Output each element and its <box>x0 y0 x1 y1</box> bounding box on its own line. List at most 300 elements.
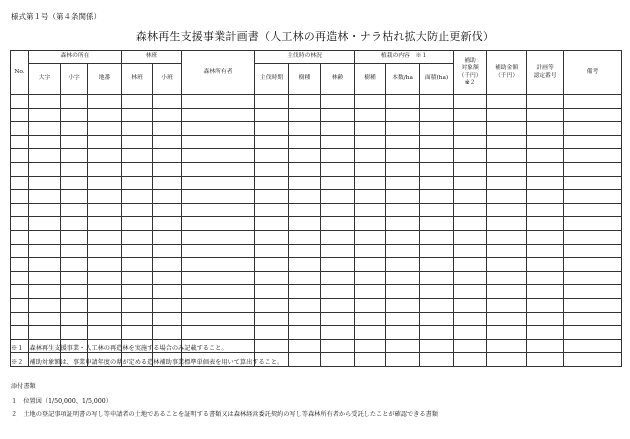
table-cell[interactable] <box>255 244 289 258</box>
table-cell[interactable] <box>386 353 420 367</box>
table-cell[interactable] <box>289 339 321 353</box>
table-cell[interactable] <box>386 244 420 258</box>
table-cell[interactable] <box>386 271 420 285</box>
table-cell[interactable] <box>564 203 622 217</box>
table-cell[interactable] <box>88 244 122 258</box>
table-cell[interactable] <box>122 176 153 190</box>
table-cell[interactable] <box>88 95 122 109</box>
table-cell[interactable] <box>564 258 622 272</box>
table-cell[interactable] <box>487 95 527 109</box>
table-cell[interactable] <box>122 298 153 312</box>
table-cell[interactable] <box>420 149 454 163</box>
table-cell[interactable] <box>321 339 355 353</box>
table-cell[interactable] <box>122 149 153 163</box>
table-cell[interactable] <box>88 176 122 190</box>
table-cell[interactable] <box>122 162 153 176</box>
table-cell[interactable] <box>487 298 527 312</box>
table-cell[interactable] <box>182 230 255 244</box>
table-cell[interactable] <box>487 312 527 326</box>
table-cell[interactable] <box>420 326 454 340</box>
table-cell[interactable] <box>289 176 321 190</box>
table-cell[interactable] <box>564 326 622 340</box>
table-cell[interactable] <box>255 203 289 217</box>
table-cell[interactable] <box>153 122 182 136</box>
table-cell[interactable] <box>289 271 321 285</box>
table-cell[interactable] <box>420 176 454 190</box>
table-cell[interactable] <box>321 271 355 285</box>
table-cell[interactable] <box>321 285 355 299</box>
table-cell[interactable] <box>420 244 454 258</box>
table-cell[interactable] <box>182 271 255 285</box>
table-cell[interactable] <box>355 135 386 149</box>
table-cell[interactable] <box>564 285 622 299</box>
table-cell[interactable] <box>29 271 61 285</box>
table-cell[interactable] <box>420 353 454 367</box>
table-cell[interactable] <box>487 339 527 353</box>
table-cell[interactable] <box>527 353 564 367</box>
table-cell[interactable] <box>321 230 355 244</box>
table-cell[interactable] <box>420 298 454 312</box>
table-cell[interactable] <box>11 108 29 122</box>
table-cell[interactable] <box>182 190 255 204</box>
table-cell[interactable] <box>153 298 182 312</box>
table-cell[interactable] <box>29 298 61 312</box>
table-cell[interactable] <box>289 258 321 272</box>
table-cell[interactable] <box>61 244 88 258</box>
table-cell[interactable] <box>355 258 386 272</box>
table-cell[interactable] <box>487 135 527 149</box>
table-cell[interactable] <box>487 149 527 163</box>
table-cell[interactable] <box>454 326 487 340</box>
table-cell[interactable] <box>420 95 454 109</box>
table-cell[interactable] <box>321 190 355 204</box>
table-cell[interactable] <box>255 122 289 136</box>
table-cell[interactable] <box>122 244 153 258</box>
table-cell[interactable] <box>420 135 454 149</box>
table-cell[interactable] <box>255 108 289 122</box>
table-cell[interactable] <box>355 203 386 217</box>
table-cell[interactable] <box>487 203 527 217</box>
table-cell[interactable] <box>29 285 61 299</box>
table-cell[interactable] <box>564 339 622 353</box>
table-cell[interactable] <box>182 285 255 299</box>
table-cell[interactable] <box>182 326 255 340</box>
table-cell[interactable] <box>11 95 29 109</box>
table-cell[interactable] <box>255 190 289 204</box>
table-cell[interactable] <box>153 244 182 258</box>
table-cell[interactable] <box>88 108 122 122</box>
table-cell[interactable] <box>355 95 386 109</box>
table-cell[interactable] <box>564 135 622 149</box>
table-cell[interactable] <box>11 135 29 149</box>
table-cell[interactable] <box>420 122 454 136</box>
table-cell[interactable] <box>289 108 321 122</box>
table-cell[interactable] <box>153 190 182 204</box>
table-cell[interactable] <box>386 176 420 190</box>
table-cell[interactable] <box>255 217 289 231</box>
table-cell[interactable] <box>255 95 289 109</box>
table-cell[interactable] <box>122 326 153 340</box>
table-cell[interactable] <box>61 190 88 204</box>
table-cell[interactable] <box>386 217 420 231</box>
table-cell[interactable] <box>386 298 420 312</box>
table-cell[interactable] <box>122 312 153 326</box>
table-cell[interactable] <box>29 230 61 244</box>
table-cell[interactable] <box>454 230 487 244</box>
table-cell[interactable] <box>289 353 321 367</box>
table-cell[interactable] <box>153 95 182 109</box>
table-cell[interactable] <box>386 162 420 176</box>
table-cell[interactable] <box>122 285 153 299</box>
table-cell[interactable] <box>355 312 386 326</box>
table-cell[interactable] <box>355 149 386 163</box>
table-cell[interactable] <box>527 149 564 163</box>
table-cell[interactable] <box>355 326 386 340</box>
table-cell[interactable] <box>255 312 289 326</box>
table-cell[interactable] <box>487 258 527 272</box>
table-cell[interactable] <box>29 312 61 326</box>
table-cell[interactable] <box>527 339 564 353</box>
table-cell[interactable] <box>321 122 355 136</box>
table-cell[interactable] <box>386 108 420 122</box>
table-cell[interactable] <box>153 312 182 326</box>
table-cell[interactable] <box>29 217 61 231</box>
table-cell[interactable] <box>153 285 182 299</box>
table-cell[interactable] <box>420 190 454 204</box>
table-cell[interactable] <box>11 217 29 231</box>
table-cell[interactable] <box>122 135 153 149</box>
table-cell[interactable] <box>454 122 487 136</box>
table-cell[interactable] <box>289 95 321 109</box>
table-cell[interactable] <box>454 339 487 353</box>
table-cell[interactable] <box>527 122 564 136</box>
table-cell[interactable] <box>289 312 321 326</box>
table-cell[interactable] <box>61 95 88 109</box>
table-cell[interactable] <box>487 108 527 122</box>
table-cell[interactable] <box>255 258 289 272</box>
table-cell[interactable] <box>255 326 289 340</box>
table-cell[interactable] <box>386 339 420 353</box>
table-cell[interactable] <box>321 176 355 190</box>
table-cell[interactable] <box>487 271 527 285</box>
table-cell[interactable] <box>61 217 88 231</box>
table-cell[interactable] <box>454 353 487 367</box>
table-cell[interactable] <box>61 176 88 190</box>
table-cell[interactable] <box>289 122 321 136</box>
table-cell[interactable] <box>321 326 355 340</box>
table-cell[interactable] <box>182 312 255 326</box>
table-cell[interactable] <box>182 95 255 109</box>
table-cell[interactable] <box>355 108 386 122</box>
table-cell[interactable] <box>153 108 182 122</box>
table-cell[interactable] <box>88 298 122 312</box>
table-cell[interactable] <box>386 95 420 109</box>
table-cell[interactable] <box>61 149 88 163</box>
table-cell[interactable] <box>11 230 29 244</box>
table-cell[interactable] <box>61 203 88 217</box>
table-cell[interactable] <box>564 149 622 163</box>
table-cell[interactable] <box>11 326 29 340</box>
table-cell[interactable] <box>61 230 88 244</box>
table-cell[interactable] <box>527 203 564 217</box>
table-cell[interactable] <box>182 217 255 231</box>
table-cell[interactable] <box>182 149 255 163</box>
table-cell[interactable] <box>355 353 386 367</box>
table-cell[interactable] <box>255 285 289 299</box>
table-cell[interactable] <box>11 271 29 285</box>
table-cell[interactable] <box>420 108 454 122</box>
table-cell[interactable] <box>61 258 88 272</box>
table-cell[interactable] <box>321 298 355 312</box>
table-cell[interactable] <box>255 162 289 176</box>
table-cell[interactable] <box>122 230 153 244</box>
table-cell[interactable] <box>386 326 420 340</box>
table-cell[interactable] <box>255 149 289 163</box>
table-cell[interactable] <box>153 271 182 285</box>
table-cell[interactable] <box>454 176 487 190</box>
table-cell[interactable] <box>29 326 61 340</box>
table-cell[interactable] <box>122 258 153 272</box>
table-cell[interactable] <box>153 217 182 231</box>
table-cell[interactable] <box>454 190 487 204</box>
table-cell[interactable] <box>386 190 420 204</box>
table-cell[interactable] <box>289 203 321 217</box>
table-cell[interactable] <box>564 122 622 136</box>
table-cell[interactable] <box>11 298 29 312</box>
table-cell[interactable] <box>255 176 289 190</box>
table-cell[interactable] <box>61 326 88 340</box>
table-cell[interactable] <box>29 149 61 163</box>
table-cell[interactable] <box>182 162 255 176</box>
table-cell[interactable] <box>527 298 564 312</box>
table-cell[interactable] <box>11 149 29 163</box>
table-cell[interactable] <box>61 135 88 149</box>
table-cell[interactable] <box>153 203 182 217</box>
table-cell[interactable] <box>487 176 527 190</box>
table-cell[interactable] <box>487 326 527 340</box>
table-cell[interactable] <box>182 108 255 122</box>
table-cell[interactable] <box>182 135 255 149</box>
table-cell[interactable] <box>420 217 454 231</box>
table-cell[interactable] <box>289 217 321 231</box>
table-cell[interactable] <box>487 230 527 244</box>
table-cell[interactable] <box>11 190 29 204</box>
table-cell[interactable] <box>420 258 454 272</box>
table-cell[interactable] <box>61 298 88 312</box>
table-cell[interactable] <box>11 244 29 258</box>
table-cell[interactable] <box>153 176 182 190</box>
table-cell[interactable] <box>11 258 29 272</box>
table-cell[interactable] <box>420 285 454 299</box>
table-cell[interactable] <box>88 149 122 163</box>
table-cell[interactable] <box>11 203 29 217</box>
table-cell[interactable] <box>454 95 487 109</box>
table-cell[interactable] <box>564 271 622 285</box>
table-cell[interactable] <box>564 230 622 244</box>
table-cell[interactable] <box>29 190 61 204</box>
table-cell[interactable] <box>321 217 355 231</box>
table-cell[interactable] <box>29 162 61 176</box>
table-cell[interactable] <box>454 244 487 258</box>
table-cell[interactable] <box>321 149 355 163</box>
table-cell[interactable] <box>88 217 122 231</box>
table-cell[interactable] <box>321 108 355 122</box>
table-cell[interactable] <box>255 339 289 353</box>
table-cell[interactable] <box>122 217 153 231</box>
table-cell[interactable] <box>88 135 122 149</box>
table-cell[interactable] <box>355 122 386 136</box>
table-cell[interactable] <box>487 244 527 258</box>
table-cell[interactable] <box>321 203 355 217</box>
table-cell[interactable] <box>527 162 564 176</box>
table-cell[interactable] <box>289 149 321 163</box>
table-cell[interactable] <box>289 285 321 299</box>
table-cell[interactable] <box>122 203 153 217</box>
table-cell[interactable] <box>564 353 622 367</box>
table-cell[interactable] <box>564 95 622 109</box>
table-cell[interactable] <box>61 108 88 122</box>
table-cell[interactable] <box>88 122 122 136</box>
table-cell[interactable] <box>255 298 289 312</box>
table-cell[interactable] <box>527 230 564 244</box>
table-cell[interactable] <box>122 122 153 136</box>
table-cell[interactable] <box>487 217 527 231</box>
table-cell[interactable] <box>29 95 61 109</box>
table-cell[interactable] <box>11 285 29 299</box>
table-cell[interactable] <box>420 312 454 326</box>
table-cell[interactable] <box>420 230 454 244</box>
table-cell[interactable] <box>564 244 622 258</box>
table-cell[interactable] <box>527 108 564 122</box>
table-cell[interactable] <box>29 122 61 136</box>
table-cell[interactable] <box>321 162 355 176</box>
table-cell[interactable] <box>29 258 61 272</box>
table-cell[interactable] <box>527 135 564 149</box>
table-cell[interactable] <box>88 230 122 244</box>
table-cell[interactable] <box>355 217 386 231</box>
table-cell[interactable] <box>289 230 321 244</box>
table-cell[interactable] <box>564 312 622 326</box>
table-cell[interactable] <box>61 162 88 176</box>
table-cell[interactable] <box>386 135 420 149</box>
table-cell[interactable] <box>564 298 622 312</box>
table-cell[interactable] <box>527 312 564 326</box>
table-cell[interactable] <box>29 244 61 258</box>
table-cell[interactable] <box>564 176 622 190</box>
table-cell[interactable] <box>527 244 564 258</box>
table-cell[interactable] <box>11 176 29 190</box>
table-cell[interactable] <box>454 271 487 285</box>
table-cell[interactable] <box>321 258 355 272</box>
table-cell[interactable] <box>153 326 182 340</box>
table-cell[interactable] <box>454 203 487 217</box>
table-cell[interactable] <box>386 149 420 163</box>
table-cell[interactable] <box>255 230 289 244</box>
table-cell[interactable] <box>321 353 355 367</box>
table-cell[interactable] <box>321 244 355 258</box>
table-cell[interactable] <box>289 190 321 204</box>
table-cell[interactable] <box>564 108 622 122</box>
table-cell[interactable] <box>420 339 454 353</box>
table-cell[interactable] <box>289 298 321 312</box>
table-cell[interactable] <box>420 203 454 217</box>
table-cell[interactable] <box>355 339 386 353</box>
table-cell[interactable] <box>61 122 88 136</box>
table-cell[interactable] <box>11 162 29 176</box>
table-cell[interactable] <box>420 271 454 285</box>
table-cell[interactable] <box>88 271 122 285</box>
table-cell[interactable] <box>11 122 29 136</box>
table-cell[interactable] <box>182 244 255 258</box>
table-cell[interactable] <box>88 285 122 299</box>
table-cell[interactable] <box>454 298 487 312</box>
table-cell[interactable] <box>153 162 182 176</box>
table-cell[interactable] <box>487 353 527 367</box>
table-cell[interactable] <box>527 176 564 190</box>
table-cell[interactable] <box>122 271 153 285</box>
table-cell[interactable] <box>564 190 622 204</box>
table-cell[interactable] <box>454 217 487 231</box>
table-cell[interactable] <box>122 95 153 109</box>
table-cell[interactable] <box>29 203 61 217</box>
table-cell[interactable] <box>527 285 564 299</box>
table-cell[interactable] <box>182 176 255 190</box>
table-cell[interactable] <box>289 326 321 340</box>
table-cell[interactable] <box>564 217 622 231</box>
table-cell[interactable] <box>88 258 122 272</box>
table-cell[interactable] <box>487 122 527 136</box>
table-cell[interactable] <box>355 285 386 299</box>
table-cell[interactable] <box>29 135 61 149</box>
table-cell[interactable] <box>182 122 255 136</box>
table-cell[interactable] <box>487 190 527 204</box>
table-cell[interactable] <box>29 108 61 122</box>
table-cell[interactable] <box>182 203 255 217</box>
table-cell[interactable] <box>88 190 122 204</box>
table-cell[interactable] <box>564 162 622 176</box>
table-cell[interactable] <box>29 176 61 190</box>
table-cell[interactable] <box>88 162 122 176</box>
table-cell[interactable] <box>255 135 289 149</box>
table-cell[interactable] <box>527 95 564 109</box>
table-cell[interactable] <box>355 271 386 285</box>
table-cell[interactable] <box>289 162 321 176</box>
table-cell[interactable] <box>386 122 420 136</box>
table-cell[interactable] <box>153 149 182 163</box>
table-cell[interactable] <box>153 258 182 272</box>
table-cell[interactable] <box>454 149 487 163</box>
table-cell[interactable] <box>420 162 454 176</box>
table-cell[interactable] <box>182 258 255 272</box>
table-cell[interactable] <box>386 203 420 217</box>
table-cell[interactable] <box>454 135 487 149</box>
table-cell[interactable] <box>527 271 564 285</box>
table-cell[interactable] <box>527 326 564 340</box>
table-cell[interactable] <box>355 230 386 244</box>
table-cell[interactable] <box>321 312 355 326</box>
table-cell[interactable] <box>153 230 182 244</box>
table-cell[interactable] <box>386 285 420 299</box>
table-cell[interactable] <box>355 176 386 190</box>
table-cell[interactable] <box>386 230 420 244</box>
table-cell[interactable] <box>321 95 355 109</box>
table-cell[interactable] <box>289 135 321 149</box>
table-cell[interactable] <box>11 312 29 326</box>
table-cell[interactable] <box>454 312 487 326</box>
table-cell[interactable] <box>454 162 487 176</box>
table-cell[interactable] <box>454 108 487 122</box>
table-cell[interactable] <box>454 258 487 272</box>
